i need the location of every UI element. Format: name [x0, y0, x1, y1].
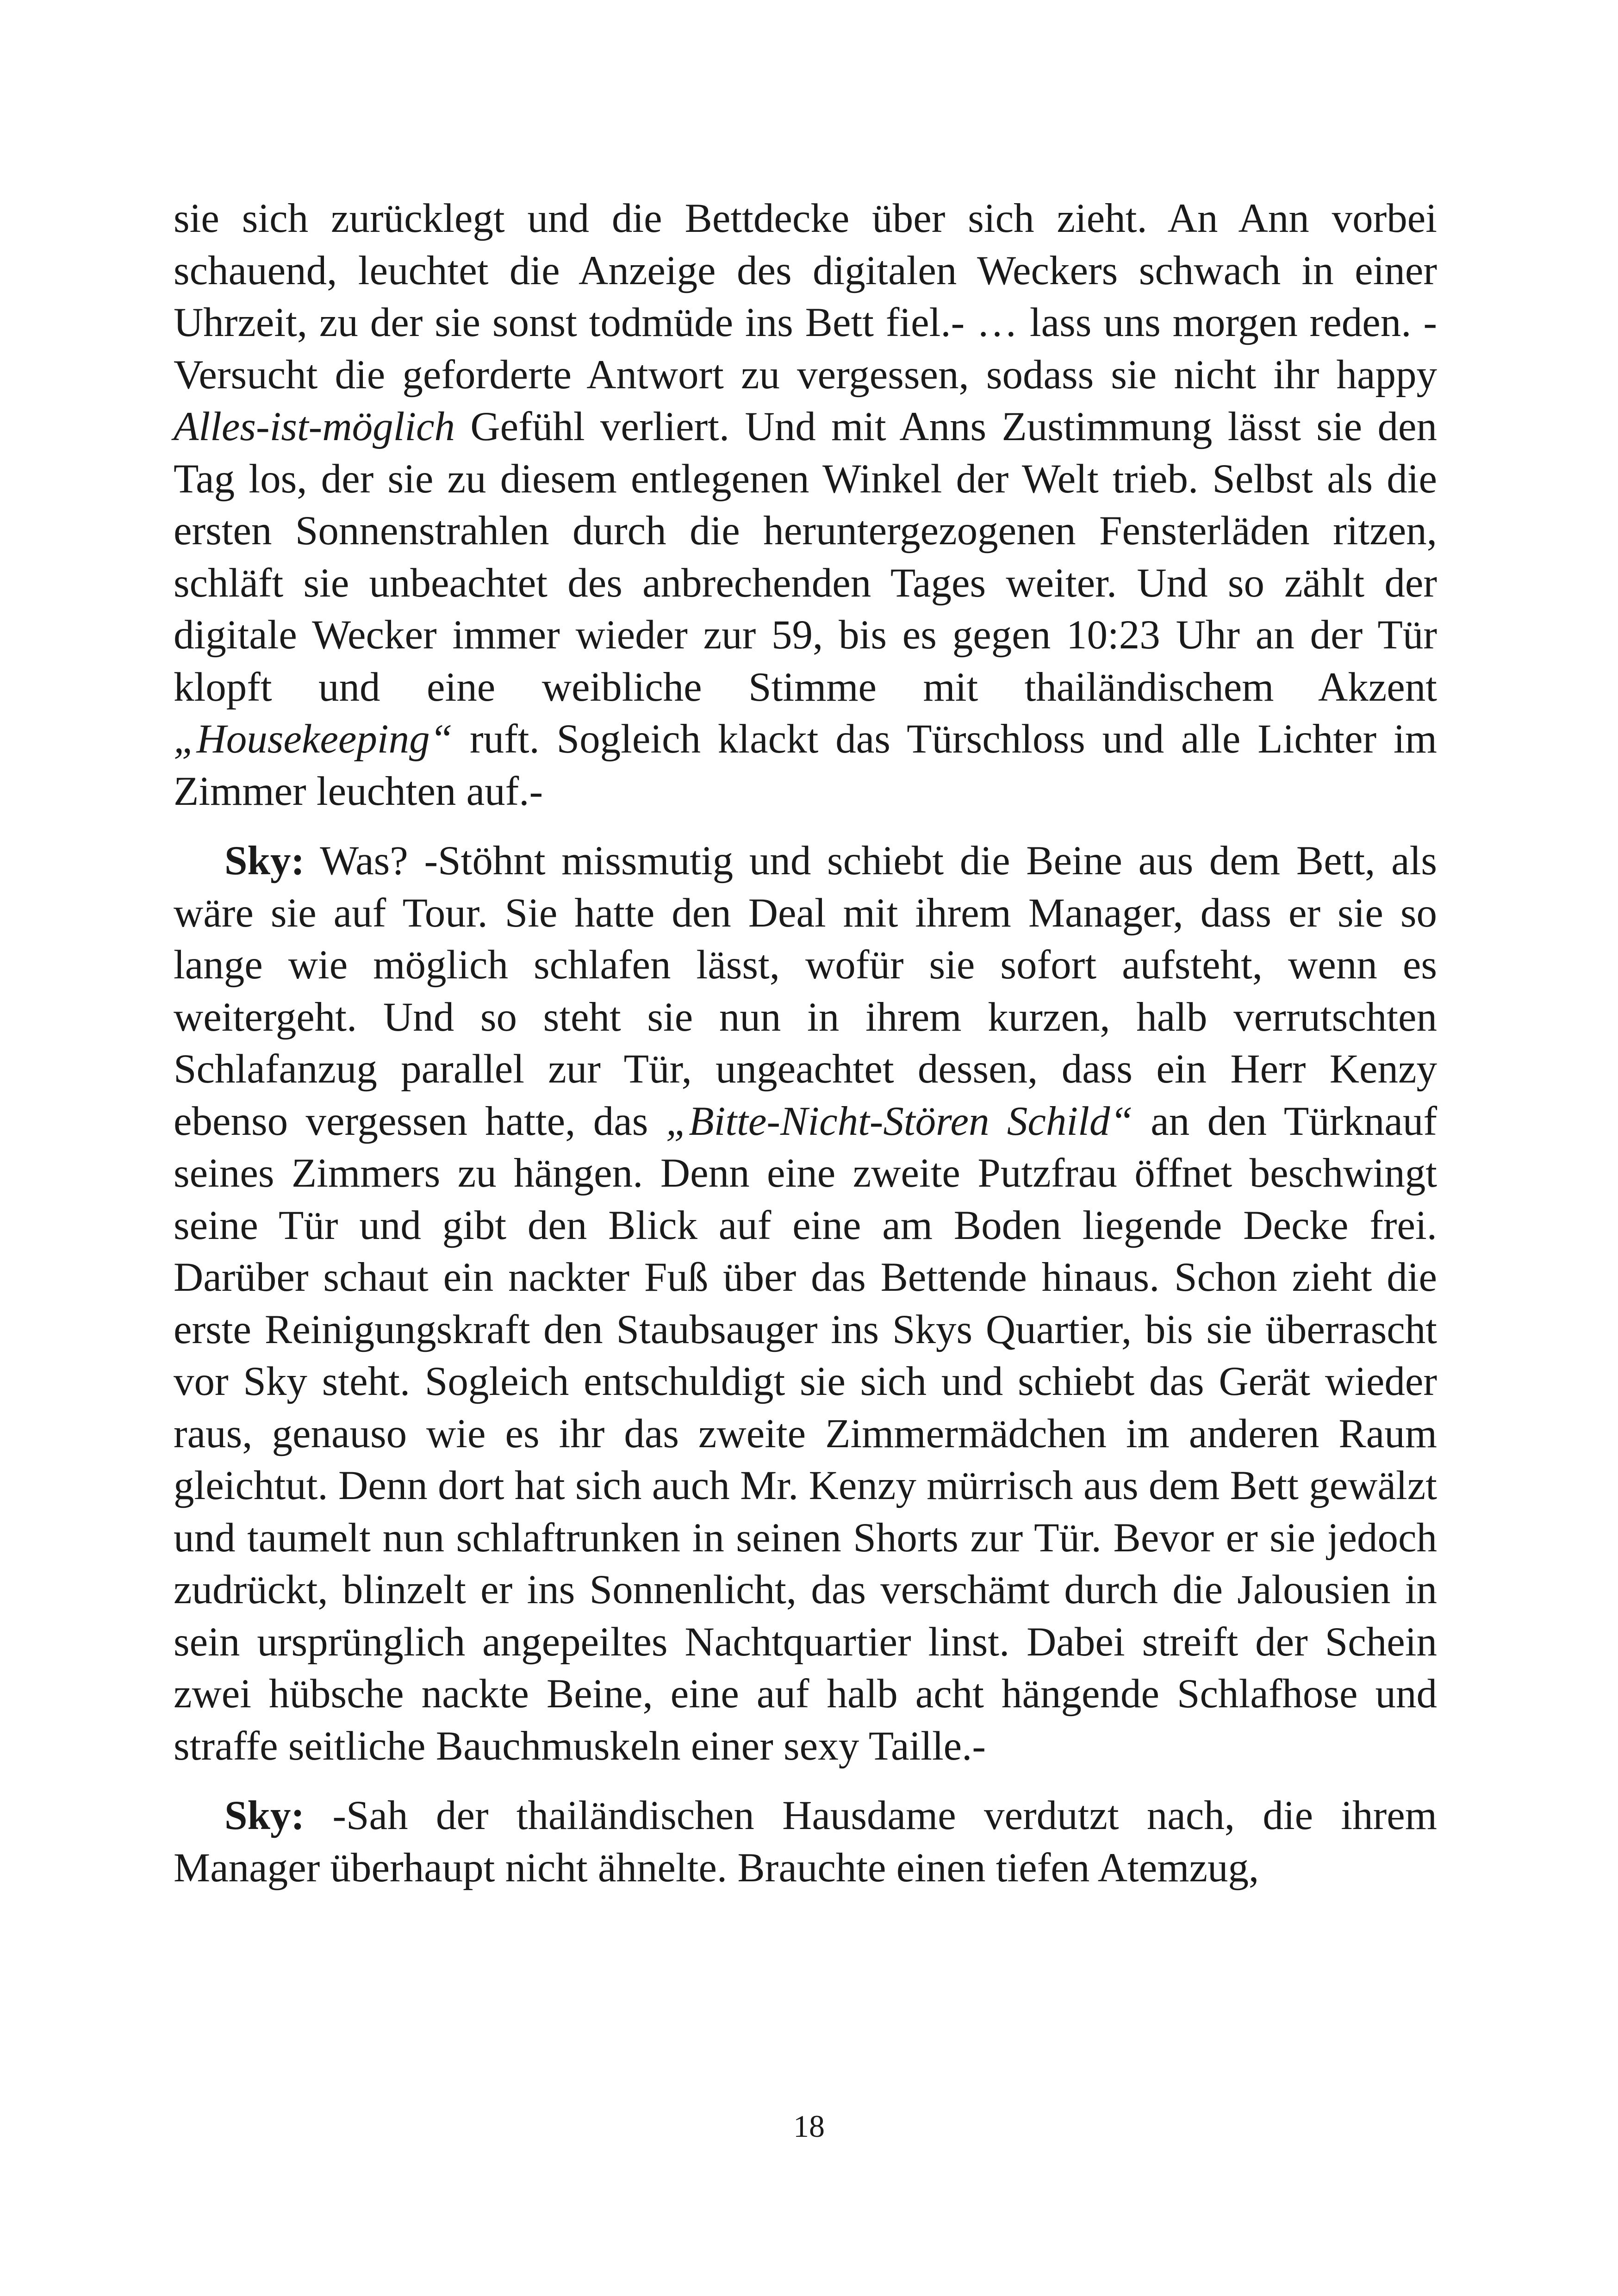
page-number: 18: [793, 2109, 825, 2144]
text-run: -Sah der thailändischen Hausdame verdutzt nach, die ihrem Manager überhaupt nicht ähnelte. Brauchte einen tiefen Atemzug,: [174, 1793, 1437, 1891]
text-run: ruft. Sogleich klackt das Türschloss und alle Lichter im Zimmer leuchten auf.-: [174, 716, 1437, 814]
italic-run: „Bitte-Nicht-Stören Schild“: [666, 1098, 1133, 1144]
italic-run: Alles-ist-möglich: [174, 404, 455, 449]
text-run: an den Türknauf seines Zimmers zu hängen. Denn eine zweite Putzfrau öffnet beschwingt seine Tür und gibt den Blick auf eine am Boden liegende Decke frei. Darüber schaut ein nackter Fuß über das Bettende hinaus. Schon zieht die erste Reinigungskraft den Staubsauger ins Skys Quartier, bis sie überrascht vor Sky steht. Sogleich entschuldigt sie sich und schiebt das Gerät wieder raus, genauso wie es ihr das zweite Zimmermädchen im anderen Raum gleichtut. Denn dort hat sich auch Mr. Kenzy mürrisch aus dem Bett gewälzt und taumelt nun schlaftrunken in seinen Shorts zur Tür. Bevor er sie jedoch zudrückt, blinzelt er ins Sonnenlicht, das verschämt durch die Jalousien in sein ursprünglich angepeiltes Nachtquartier linst. Dabei streift der Schein zwei hübsche nackte Beine, eine auf halb acht hängende Schlafhose und straffe seitliche Bauchmuskeln einer sexy Taille.-: [174, 1098, 1437, 1769]
italic-run: „Housekeeping“: [174, 716, 453, 762]
paragraph-2: [174, 835, 1437, 1772]
paragraph-3: [174, 1790, 1437, 1894]
text-run: Gefühl verliert. Und mit Anns Zustimmung lässt sie den Tag los, der sie zu diesem entlegenen Winkel der Welt trieb. Selbst als die ersten Sonnenstrahlen durch die heruntergezogenen Fensterläden ritzen, schläft sie unbeachtet des anbrechenden Tages weiter. Und so zählt der digitale Wecker immer wieder zur 59, bis es gegen 10:23 Uhr an der Tür klopft und eine weibliche Stimme mit thailändischem Akzent: [174, 404, 1437, 710]
body-text: [174, 193, 1437, 1894]
speaker-label: Sky:: [224, 838, 305, 884]
paragraph-1: [174, 193, 1437, 817]
text-run: Was? -Stöhnt missmutig und schiebt die Beine aus dem Bett, als wäre sie auf Tour. Sie hatte den Deal mit ihrem Manager, dass er sie so lange wie möglich schlafen lässt, wofür sie sofort aufsteht, wenn es weitergeht. Und so steht sie nun in ihrem kurzen, halb verrutschten Schlafanzug parallel zur Tür, ungeachtet dessen, dass ein Herr Kenzy ebenso vergessen hatte, das: [174, 838, 1437, 1144]
text-run: sie sich zurücklegt und die Bettdecke über sich zieht. An Ann vorbei schauend, leuchtet die Anzeige des digitalen Weckers schwach in einer Uhrzeit, zu der sie sonst todmüde ins Bett fiel.- … lass uns morgen reden. -Versucht die geforderte Antwort zu vergessen, sodass sie nicht ihr happy: [174, 196, 1437, 398]
speaker-label: Sky:: [224, 1793, 305, 1838]
